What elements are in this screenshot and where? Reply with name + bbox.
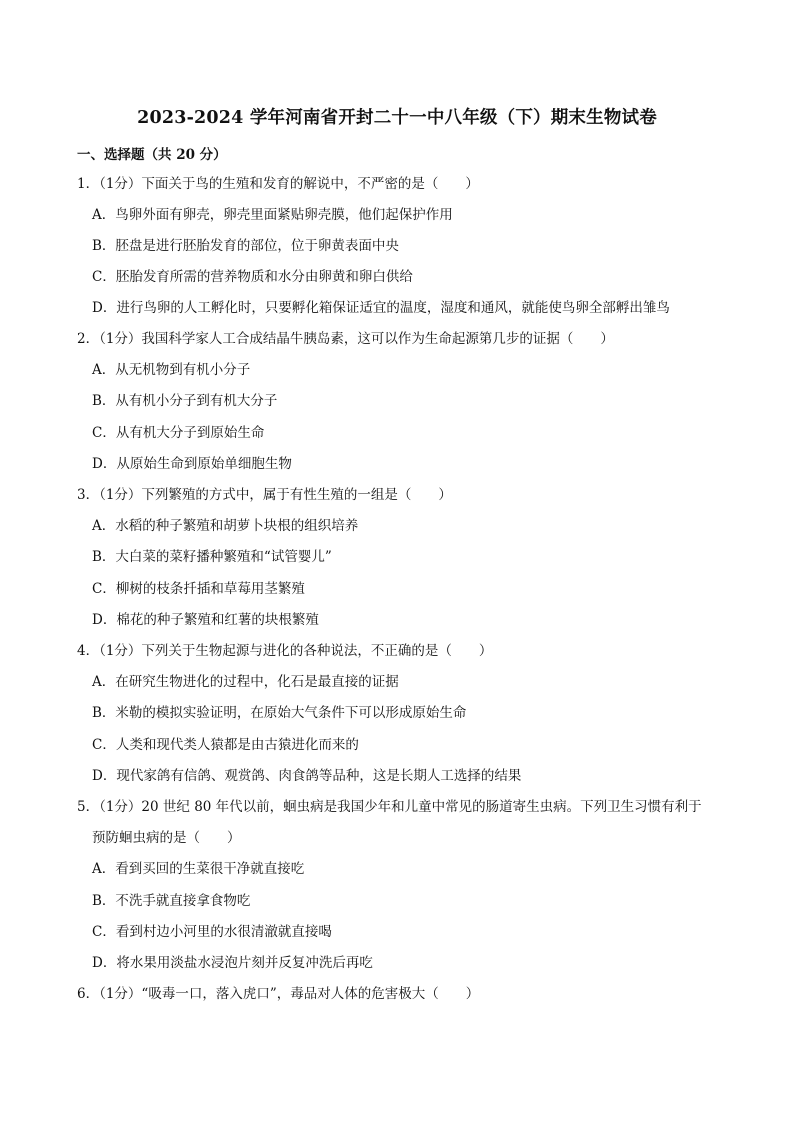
question-4-option-a: A．在研究生物进化的过程中，化石是最直接的证据 (92, 674, 399, 690)
question-1-option-d: D．进行鸟卵的人工孵化时，只要孵化箱保证适宜的温度，湿度和通风，就能使鸟卵全部孵出雏鸟 (92, 300, 670, 316)
question-3-option-c: C．柳树的枝条扦插和草莓用茎繁殖 (92, 581, 305, 597)
question-2-option-b: B．从有机小分子到有机大分子 (92, 393, 278, 409)
question-1-option-a: A．鸟卵外面有卵壳，卵壳里面紧贴卵壳膜，他们起保护作用 (92, 207, 453, 223)
question-5-stem-continued: 预防蛔虫病的是（ ） (92, 830, 241, 846)
question-6-stem: 6．（1分）“吸毒一口，落入虎口”，毒品对人体的危害极大（ ） (77, 986, 480, 1002)
question-4-option-c: C．人类和现代类人猿都是由古猿进化而来的 (92, 737, 359, 753)
question-1-option-c: C．胚胎发育所需的营养物质和水分由卵黄和卵白供给 (92, 269, 413, 285)
question-2-option-a: A．从无机物到有机小分子 (92, 362, 251, 378)
question-5-option-a: A．看到买回的生菜很干净就直接吃 (92, 861, 305, 877)
question-5-option-b: B．不洗手就直接拿食物吃 (92, 893, 251, 909)
question-3-option-a: A．水稻的种子繁殖和胡萝卜块根的组织培养 (92, 518, 359, 534)
question-2-option-d: D．从原始生命到原始单细胞生物 (92, 456, 292, 472)
question-3-stem: 3．（1分）下列繁殖的方式中，属于有性生殖的一组是（ ） (77, 487, 452, 503)
question-4-option-d: D．现代家鸽有信鸽、观赏鸽、肉食鸽等品种，这是长期人工选择的结果 (92, 768, 522, 784)
question-2-option-c: C．从有机大分子到原始生命 (92, 425, 265, 441)
section-heading: 一、选择题（共 20 分） (77, 147, 227, 163)
question-3-option-b: B．大白菜的菜籽播种繁殖和“试管婴儿” (92, 549, 332, 565)
question-4-stem: 4．（1分）下列关于生物起源与进化的各种说法，不正确的是（ ） (77, 643, 493, 659)
question-1-option-b: B．胚盘是进行胚胎发育的部位，位于卵黄表面中央 (92, 238, 399, 254)
question-2-stem: 2．（1分）我国科学家人工合成结晶牛胰岛素，这可以作为生命起源第几步的证据（ ） (77, 331, 614, 347)
question-4-option-b: B．米勒的模拟实验证明，在原始大气条件下可以形成原始生命 (92, 705, 467, 721)
question-1-stem: 1．（1分）下面关于鸟的生殖和发育的解说中，不严密的是（ ） (77, 176, 479, 192)
question-3-option-d: D．棉花的种子繁殖和红薯的块根繁殖 (92, 612, 319, 628)
exam-title: 2023-2024 学年河南省开封二十一中八年级（下）期末生物试卷 (137, 108, 657, 128)
question-5-option-d: D．将水果用淡盐水浸泡片刻并反复冲洗后再吃 (92, 955, 373, 971)
question-5-option-c: C．看到村边小河里的水很清澈就直接喝 (92, 924, 332, 940)
question-5-stem: 5．（1分）20 世纪 80 年代以前，蛔虫病是我国少年和儿童中常见的肠道寄生虫病。下列卫生习惯有利于 (77, 799, 702, 815)
